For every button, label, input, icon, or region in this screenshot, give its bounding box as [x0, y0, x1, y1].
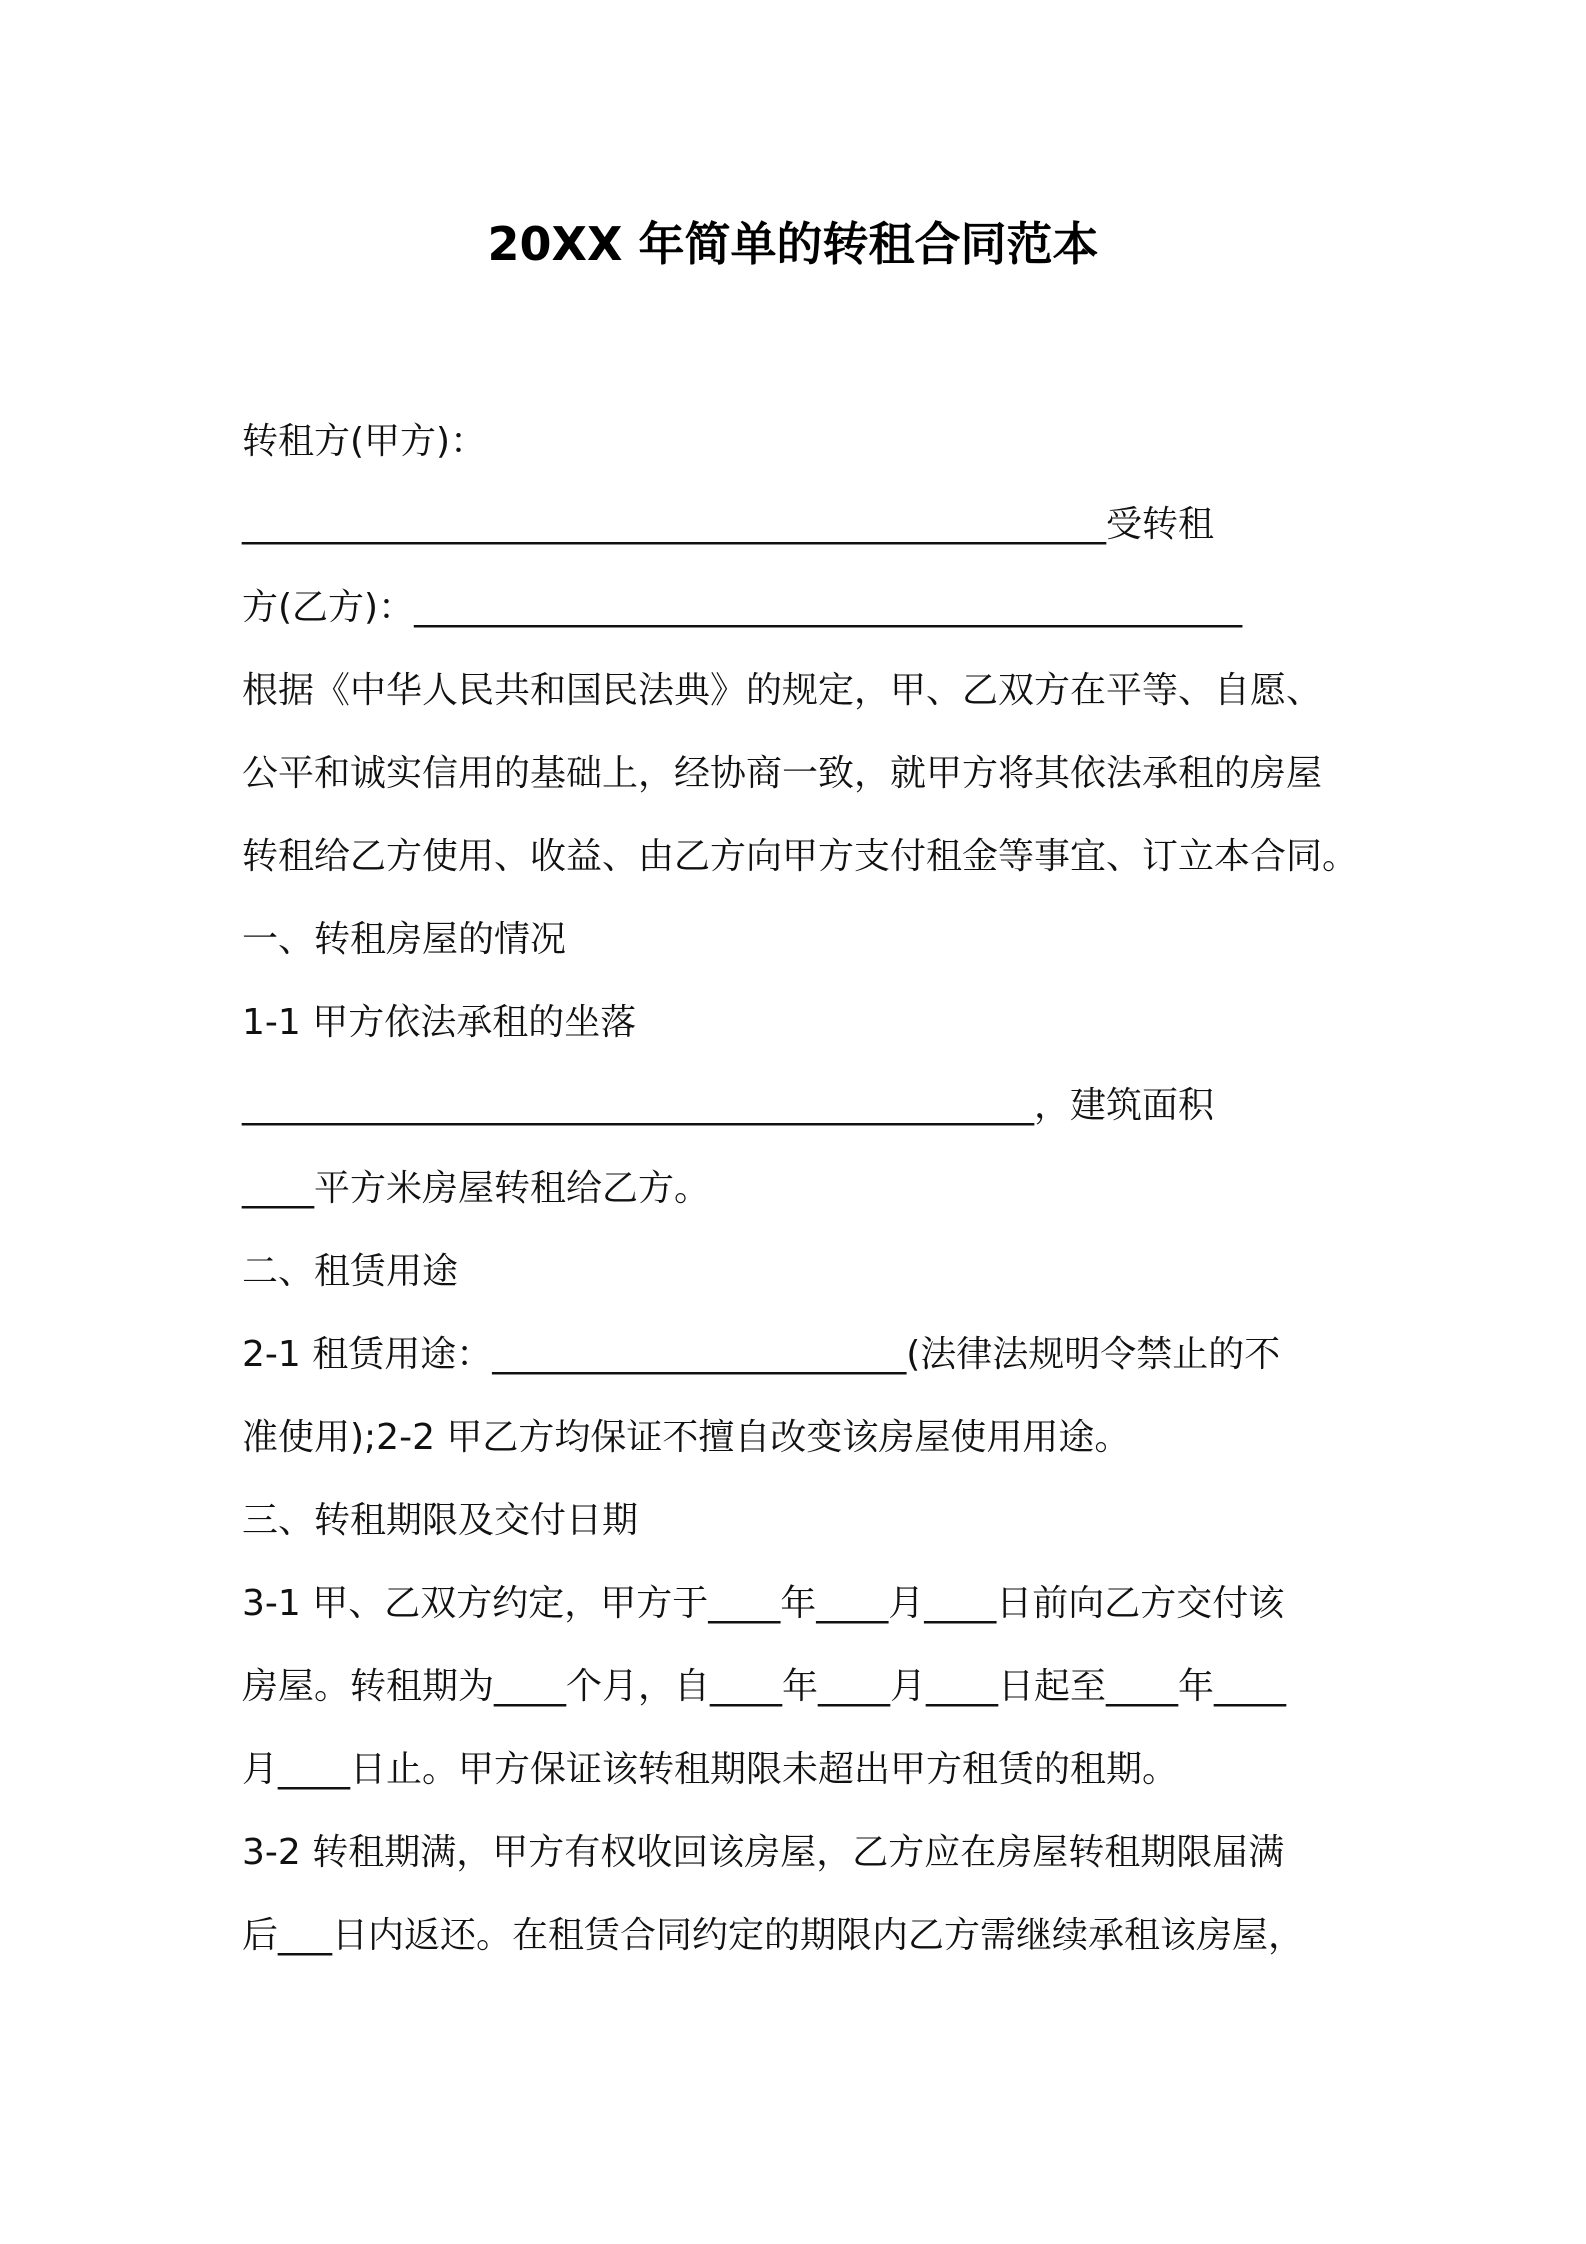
text-line: ________________________________________________受转租 — [242, 504, 1215, 545]
document-title: 20XX 年简单的转租合同范本 — [487, 217, 1099, 271]
text-line: 房屋。转租期为____个月，自____年____月____日起至____年____ — [242, 1666, 1287, 1707]
text-line: 转租给乙方使用、收益、由乙方向甲方支付租金等事宜、订立本合同。 — [242, 836, 1359, 877]
text-line: 2-1 租赁用途：_______________________(法律法规明令禁止的不 — [242, 1334, 1281, 1375]
section-heading: 三、转租期限及交付日期 — [242, 1500, 639, 1541]
text-line: 月____日止。甲方保证该转租期限未超出甲方租赁的租期。 — [242, 1749, 1179, 1790]
text-line: 3-1 甲、乙双方约定，甲方于____年____月____日前向乙方交付该 — [242, 1583, 1285, 1624]
text-line: 3-2 转租期满，甲方有权收回该房屋，乙方应在房屋转租期限届满 — [242, 1832, 1285, 1873]
text-line: 根据《中华人民共和国民法典》的规定，甲、乙双方在平等、自愿、 — [242, 670, 1323, 711]
text-line: 后___日内返还。在租赁合同约定的期限内乙方需继续承租该房屋， — [242, 1915, 1305, 1956]
text-line: 公平和诚实信用的基础上，经协商一致，就甲方将其依法承租的房屋 — [242, 753, 1323, 794]
document-body — [242, 400, 1362, 1977]
text-line: 1-1 甲方依法承租的坐落 — [242, 1002, 637, 1043]
section-heading: 二、租赁用途 — [242, 1251, 459, 1292]
text-line: ____平方米房屋转租给乙方。 — [242, 1168, 711, 1209]
section-heading: 一、转租房屋的情况 — [242, 919, 567, 960]
text-line: 准使用);2-2 甲乙方均保证不擅自改变该房屋使用用途。 — [242, 1417, 1131, 1458]
text-line: 方(乙方)：______________________________________________ — [242, 587, 1243, 628]
text-line: 转租方(甲方)： — [242, 421, 487, 462]
text-line: ____________________________________________，建筑面积 — [242, 1085, 1215, 1126]
